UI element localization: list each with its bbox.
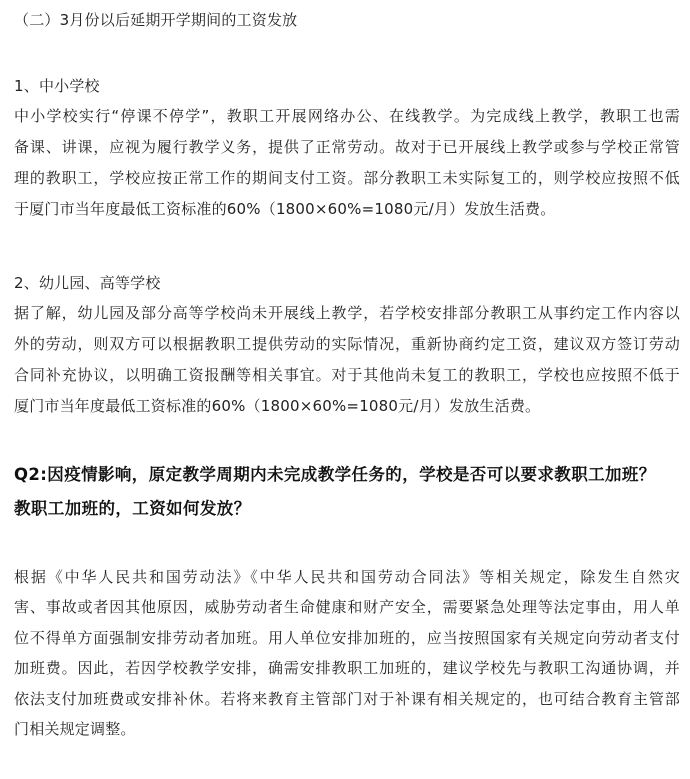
answer-paragraph-line: 加班费。因此，若因学校教学安排，确需安排教职工加班的，建议学校先与教职工沟通协调，并 — [14, 659, 680, 677]
section-title: （二）3月份以后延期开学期间的工资发放 — [14, 11, 298, 29]
answer-paragraph-line: 害、事故或者因其他原因，威胁劳动者生命健康和财产安全，需要紧急处理等法定事由，用人单 — [14, 598, 680, 616]
kindergarten-paragraph-line: 据了解，幼儿园及部分高等学校尚未开展线上教学，若学校安排部分教职工从事约定工作内容以 — [14, 304, 680, 322]
answer-paragraph-line: 位不得单方面强制安排劳动者加班。用人单位安排加班的，应当按照国家有关规定向劳动者支付 — [14, 629, 680, 647]
kindergarten-paragraph-line: 合同补充协议，以明确工资报酬等相关事宜。对于其他尚未复工的教职工，学校也应按照不低于 — [14, 366, 680, 384]
primary-school-paragraph-line: 理的教职工，学校应按正常工作的期间支付工资。部分教职工未实际复工的，则学校应按照不低 — [14, 169, 680, 187]
answer-paragraph-line: 根据《中华人民共和国劳动法》《中华人民共和国劳动合同法》等相关规定，除发生自然灾 — [14, 568, 680, 586]
question-heading: 教职工加班的，工资如何发放？ — [14, 499, 251, 518]
answer-paragraph-line: 门相关规定调整。 — [14, 720, 136, 738]
question-heading: Q2:因疫情影响，原定教学周期内未完成教学任务的，学校是否可以要求教职工加班？ — [14, 465, 656, 484]
primary-school-paragraph-line: 于厦门市当年度最低工资标准的60%（1800×60%=1080元/月）发放生活费。 — [14, 200, 556, 218]
primary-school-heading: 1、中小学校 — [14, 77, 100, 95]
answer-paragraph-line: 依法支付加班费或安排补休。若将来教育主管部门对于补课有相关规定的，也可结合教育主管部 — [14, 690, 680, 708]
primary-school-paragraph-line: 中小学校实行“停课不停学”，教职工开展网络办公、在线教学。为完成线上教学，教职工也需 — [14, 107, 680, 125]
kindergarten-heading: 2、幼儿园、高等学校 — [14, 274, 161, 292]
kindergarten-paragraph-line: 外的劳动，则双方可以根据教职工提供劳动的实际情况，重新协商约定工资，建议双方签订劳动 — [14, 335, 680, 353]
kindergarten-paragraph-line: 厦门市当年度最低工资标准的60%（1800×60%=1080元/月）发放生活费。 — [14, 397, 541, 415]
primary-school-paragraph-line: 备课、讲课，应视为履行教学义务，提供了正常劳动。故对于已开展线上教学或参与学校正常管 — [14, 138, 680, 156]
